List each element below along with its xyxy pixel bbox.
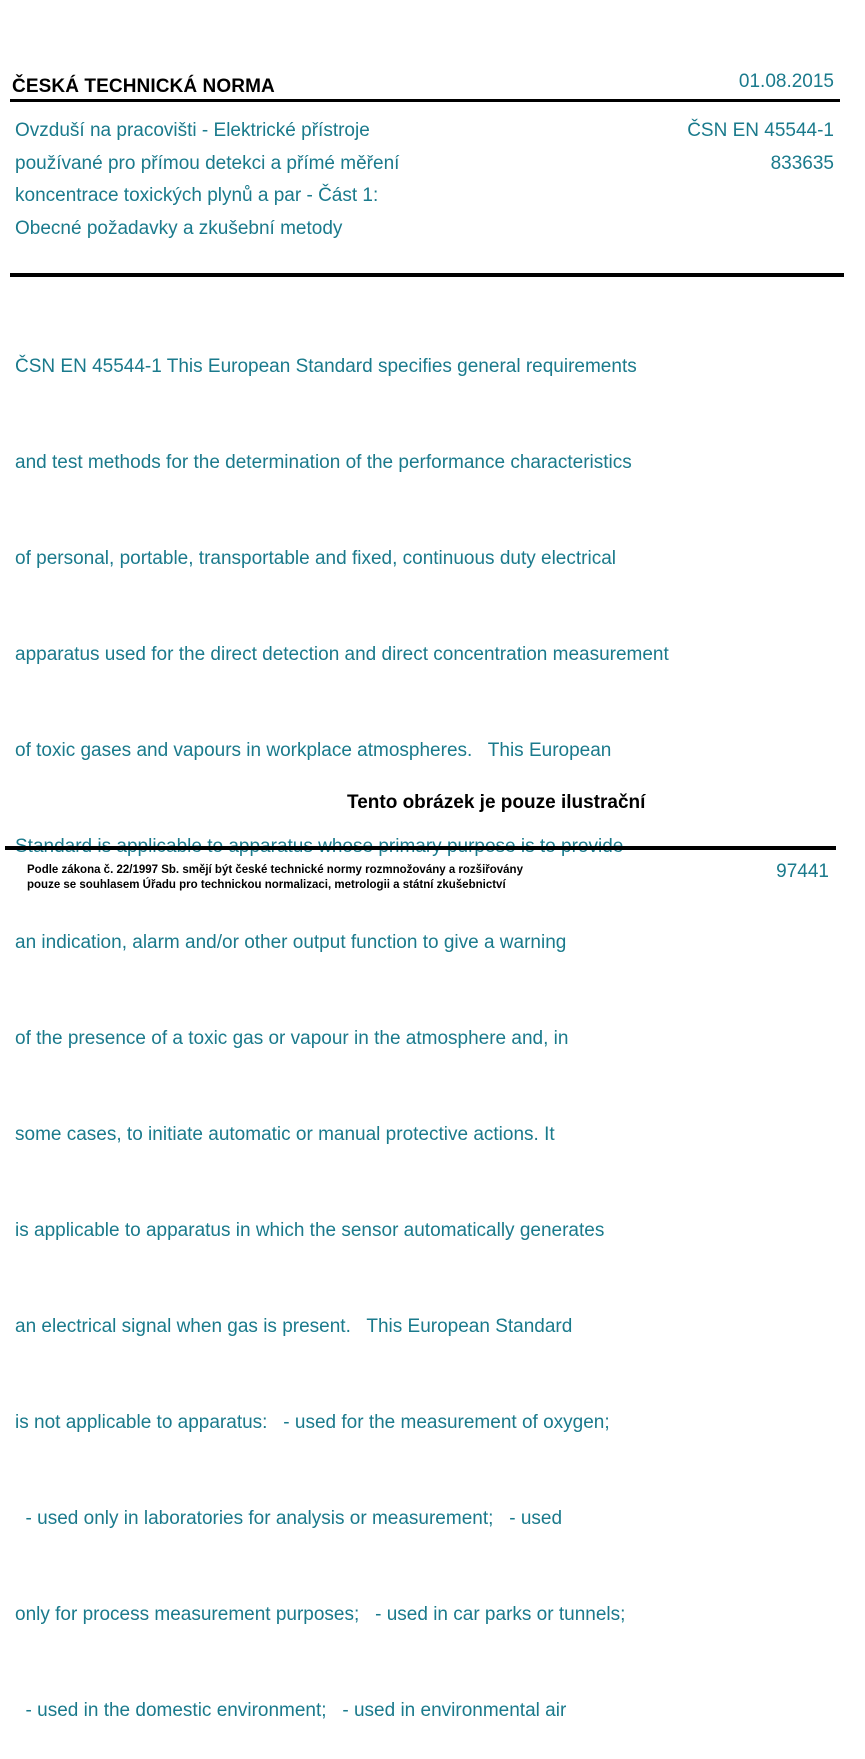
classification-code: 833635: [770, 152, 834, 174]
title-line: Obecné požadavky a zkušební metody: [15, 217, 343, 239]
legal-notice: [27, 863, 523, 893]
standard-codes: [687, 115, 834, 180]
title-line: Ovzduší na pracovišti - Elektrické přístroje: [15, 120, 370, 141]
title-line: koncentrace toxických plynů a par - Část 1:: [15, 185, 379, 206]
abstract-line: apparatus used for the direct detection and direct concentration measurement: [15, 644, 669, 665]
document-header-title: ČESKÁ TECHNICKÁ NORMA: [12, 76, 275, 97]
abstract-line: is applicable to apparatus in which the sensor automatically generates: [15, 1220, 605, 1241]
legal-notice-line: pouze se souhlasem Úřadu pro technickou normalizaci, metrologii a státní zkušebnictví: [27, 879, 506, 891]
abstract-line: and test methods for the determination of the performance characteristics: [15, 452, 632, 473]
abstract-line: some cases, to initiate automatic or manual protective actions. It: [15, 1124, 555, 1145]
publication-date: 01.08.2015: [738, 71, 834, 92]
abstract-line: of toxic gases and vapours in workplace atmospheres. This European: [15, 740, 612, 761]
legal-notice-line: Podle zákona č. 22/1997 Sb. smějí být české technické normy rozmnožovány a rozšiřovány: [27, 864, 523, 876]
catalog-number: 97441: [776, 861, 829, 882]
section-divider: [10, 273, 844, 277]
abstract-line: an electrical signal when gas is present. This European Standard: [15, 1316, 573, 1337]
abstract-line: - used in the domestic environment; - used in environmental air: [15, 1700, 567, 1721]
abstract-line: is not applicable to apparatus: - used for the measurement of oxygen;: [15, 1412, 610, 1433]
header-divider: [10, 99, 840, 102]
illustration-disclaimer: Tento obrázek je pouze ilustrační: [347, 792, 646, 813]
abstract-line: of the presence of a toxic gas or vapour in the atmosphere and, in: [15, 1028, 569, 1049]
abstract-line: ČSN EN 45544-1 This European Standard specifies general requirements: [15, 356, 637, 377]
abstract-line: - used only in laboratories for analysis or measurement; - used: [15, 1508, 563, 1529]
standard-designation: ČSN EN 45544-1: [687, 120, 834, 141]
abstract-line: an indication, alarm and/or other output function to give a warning: [15, 932, 567, 953]
title-line: používané pro přímou detekci a přímé měření: [15, 152, 400, 174]
footer-divider: [5, 846, 836, 850]
standard-abstract: [15, 287, 845, 1759]
abstract-line: only for process measurement purposes; - used in car parks or tunnels;: [15, 1604, 626, 1625]
standard-title: [15, 115, 575, 245]
abstract-line: of personal, portable, transportable and fixed, continuous duty electrical: [15, 548, 616, 569]
